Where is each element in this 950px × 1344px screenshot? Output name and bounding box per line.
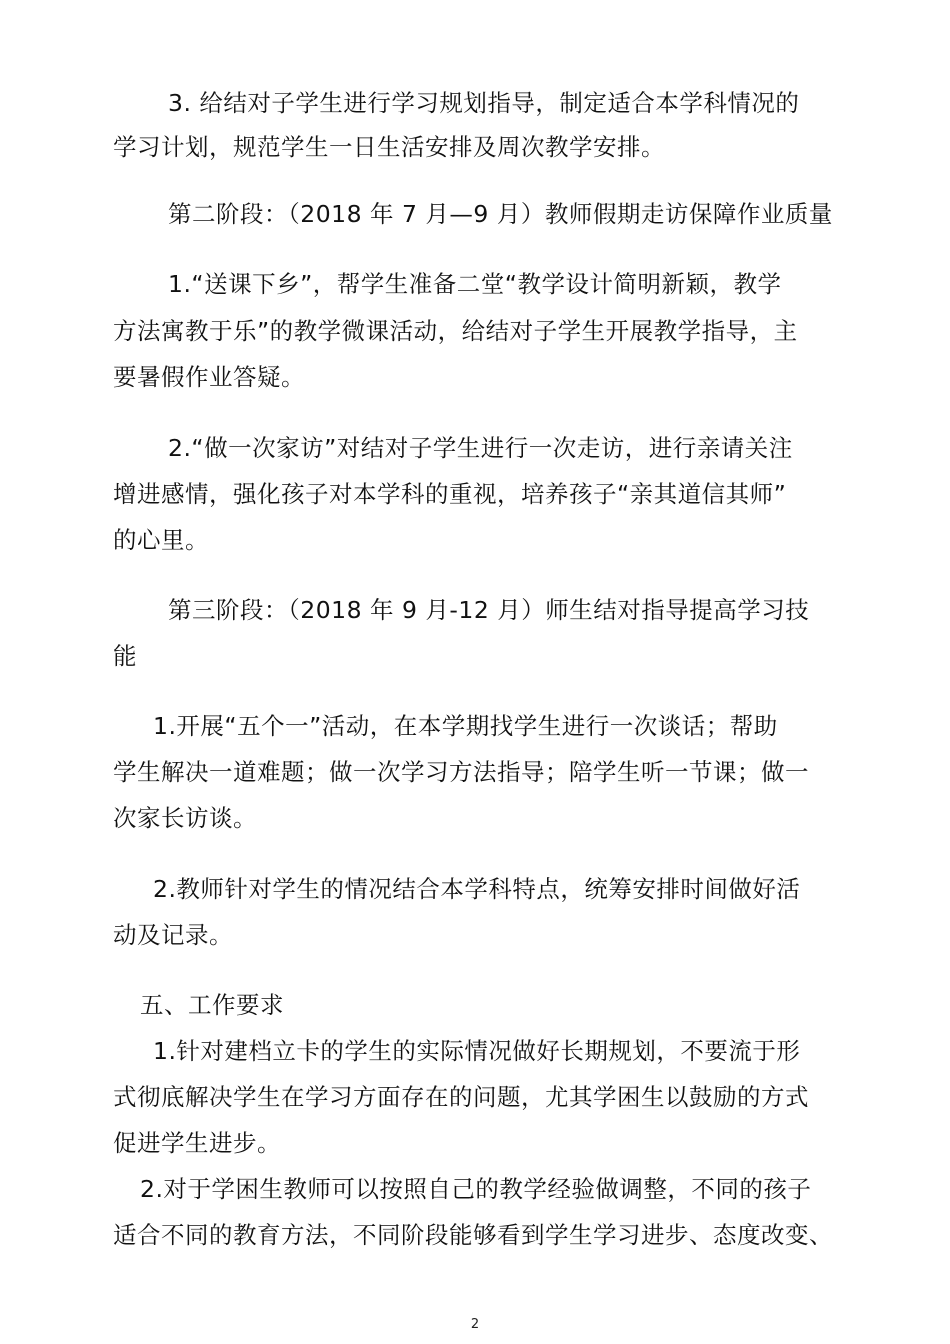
text-line: 要暑假作业答疑。	[113, 363, 305, 391]
text-line: 适合不同的教育方法，不同阶段能够看到学生学习进步、态度改变、	[113, 1221, 833, 1249]
text-line: 次家长访谈。	[113, 804, 257, 832]
section-heading: 五、工作要求	[140, 991, 284, 1019]
text-line: 学习计划，规范学生一日生活安排及周次教学安排。	[113, 133, 665, 161]
text-line: 1.“送课下乡”，帮学生准备二堂“教学设计简明新颖，教学	[168, 270, 782, 298]
text-line: 式彻底解决学生在学习方面存在的问题，尤其学困生以鼓励的方式	[113, 1083, 809, 1111]
text-line: 2.“做一次家访”对结对子学生进行一次走访，进行亲请关注	[168, 434, 793, 462]
text-line: 能	[113, 642, 137, 670]
text-line: 2.教师针对学生的情况结合本学科特点，统筹安排时间做好活	[153, 875, 801, 903]
text-line: 1.针对建档立卡的学生的实际情况做好长期规划，不要流于形	[153, 1037, 801, 1065]
text-line: 促进学生进步。	[113, 1129, 281, 1157]
section-heading: 第三阶段：（2018 年 9 月-12 月）师生结对指导提高学习技	[168, 596, 810, 624]
text-line: 2.对于学困生教师可以按照自己的教学经验做调整，不同的孩子	[140, 1175, 812, 1203]
text-line: 增进感情，强化孩子对本学科的重视，培养孩子“亲其道信其师”	[113, 480, 787, 508]
text-line: 3. 给结对子学生进行学习规划指导，制定适合本学科情况的	[168, 89, 800, 117]
text-line: 1.开展“五个一”活动，在本学期找学生进行一次谈话；帮助	[153, 712, 778, 740]
page-number: 2	[470, 1317, 480, 1332]
text-line: 学生解决一道难题；做一次学习方法指导；陪学生听一节课；做一	[113, 758, 809, 786]
text-line: 的心里。	[113, 526, 209, 554]
text-line: 方法寓教于乐”的教学微课活动，给结对子学生开展教学指导，主	[113, 317, 798, 345]
text-line: 动及记录。	[113, 921, 233, 949]
section-heading: 第二阶段：（2018 年 7 月—9 月）教师假期走访保障作业质量	[168, 200, 833, 228]
